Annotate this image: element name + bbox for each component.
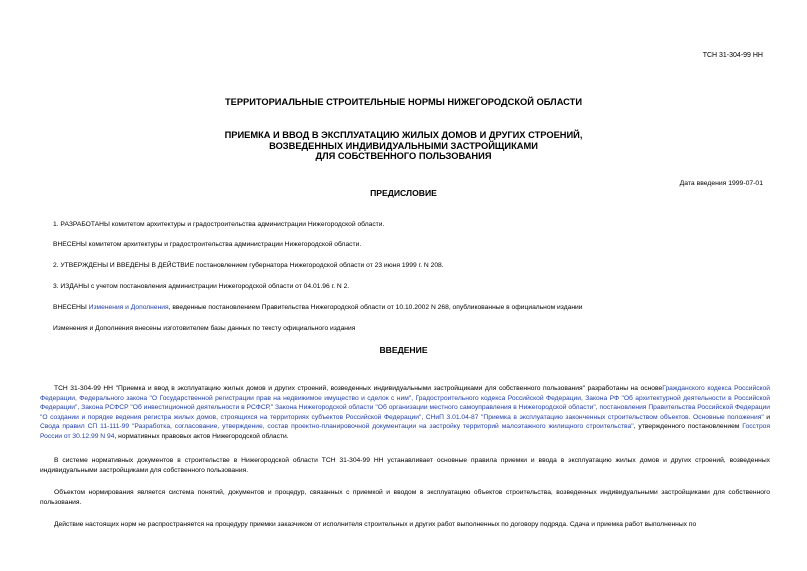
subtitle-line: ПРИЕМКА И ВВОД В ЭКСПЛУАТАЦИЮ ЖИЛЫХ ДОМОВ И ДРУГИХ СТРОЕНИЙ, xyxy=(224,130,583,140)
foreword-item: 2. УТВЕРЖДЕНЫ И ВВЕДЕНЫ В ДЕЙСТВИЕ постановлением губернатора Нижегородской области от 23 июня 1999 г. N 208. xyxy=(53,262,444,269)
foreword-item: Изменения и Дополнения внесены изготовителем базы данных по тексту официального издания xyxy=(53,325,356,332)
amendments-suffix: , введенные постановлением Правительства Нижегородской области от 10.10.2002 N 268, опубликованные в официальном издании xyxy=(168,304,583,311)
foreword-item: 1. РАЗРАБОТАНЫ комитетом архитектуры и градостроительства администрации Нижегородской области. xyxy=(53,221,385,228)
foreword-item-amendments xyxy=(53,304,583,311)
intro-paragraph-3 xyxy=(40,488,770,507)
introduction-heading: ВВЕДЕНИЕ xyxy=(379,345,428,355)
sp-11-111-99-link[interactable]: Свода правил СП 11-111-99 "Разработка, согласование, утверждение, состав проектно-планировочной документации на застройку территорий малоэтажного жилищного строительства" xyxy=(40,423,634,431)
intro-paragraph-2 xyxy=(40,456,770,475)
intro-p2-text: В системе нормативных документов в строительстве в Нижегородской области ТСН 31-304-99 НН устанавливает основные правила приемки и ввода в эксплуатацию жилых домов и других строений, возведенных индивидуальными застройщиками для собственного пользования. xyxy=(40,457,770,474)
subtitle-line: ВОЗВЕДЕННЫХ ИНДИВИДУАЛЬНЫМИ ЗАСТРОЙЩИКАМИ xyxy=(269,140,538,151)
intro-p1-text: и xyxy=(763,413,770,421)
intro-p3-text: Объектом нормирования является система понятий, документов и процедур, связанных с приемкой и вводом в эксплуатацию объектов строительства, возведенных индивидуальными застройщиками для собственного пользования. xyxy=(40,489,770,506)
intro-p1-text: , нормативных правовых актов Нижегородской области. xyxy=(114,432,289,440)
intro-p1-text: ТСН 31-304-99 НН "Приемка и ввод в эксплуатацию жилых домов и других строений, возведенных индивидуальными застройщиками для собственного пользования" разработаны на основе xyxy=(54,385,663,392)
foreword-heading: ПРЕДИСЛОВИЕ xyxy=(370,188,437,198)
document-subtitle xyxy=(0,130,807,162)
intro-paragraph-1 xyxy=(40,384,770,442)
amendments-prefix: ВНЕСЕНЫ xyxy=(53,304,89,311)
intro-p4-text: Действие настоящих норм не распространяется на процедуру приемки заказчиком от исполнителя строительных и других работ выполненных по договору подряда. Сдача и приемка работ выполненных по xyxy=(54,521,697,528)
gosstroy-link[interactable]: Госстроя России от 30.12.99 N 94 xyxy=(40,423,770,440)
effective-date: Дата введения 1999-07-01 xyxy=(679,180,763,187)
document-title: ТЕРРИТОРИАЛЬНЫЕ СТРОИТЕЛЬНЫЕ НОРМЫ НИЖЕГОРОДСКОЙ ОБЛАСТИ xyxy=(224,97,583,107)
document-code: ТСН 31-304-99 НН xyxy=(702,52,763,59)
intro-paragraph-4 xyxy=(40,520,770,530)
subtitle-line: ДЛЯ СОБСТВЕННОГО ПОЛЬЗОВАНИЯ xyxy=(315,151,492,161)
intro-p1-text: , утвержденного постановлением xyxy=(633,423,743,431)
foreword-item: ВНЕСЕНЫ комитетом архитектуры и градостроительства администрации Нижегородской области. xyxy=(53,241,362,248)
amendments-link[interactable]: Изменения и Дополнения xyxy=(88,304,169,311)
foreword-item: 3. ИЗДАНЫ с учетом постановления администрации Нижегородской области от 04.01.96 г. N 2. xyxy=(53,283,350,290)
legal-basis-link[interactable]: Гражданского кодекса Российской Федерации, Федерального закона "О Государственной регистрации прав на недвижимое имущество и сделок с ним", Градостроительного кодекса Российской Федерации, Закона РФ "Об архитектурной деятельности в Российской Федерации", Закона РСФСР "Об инвестиционной деятельности в РСФСР," Закона Нижегородской области "Об организации местного самоуправления в Нижегородской области", постановления Правительства Российской Федерации "О создании и порядке ведения регистра жилых домов, строящихся на территориях субъектов Российской Федерации", СНиП 3.01.04-87 "Приемка в эксплуатацию законченных строительством объектов. Основные положения" xyxy=(40,385,770,421)
